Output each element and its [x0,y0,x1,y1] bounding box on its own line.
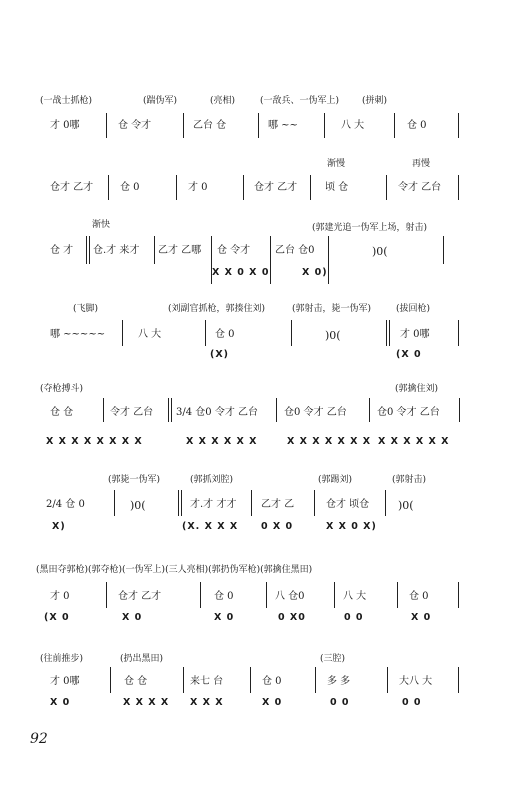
annotation: (郭踢刘) [318,475,353,485]
notation-cell: 才 0 [188,182,208,193]
annotation: 渐快 [92,220,111,230]
notation-cell: 八 大 [138,329,162,340]
annotation: (郭擒住刘) [395,384,439,394]
barline [122,320,123,346]
notation-cell: 仓 令才 [118,120,152,131]
percussion-x: 0 0 [402,697,422,708]
barline [176,175,177,200]
annotation: (拔回枪) [396,304,431,314]
notation-cell: 八 仓0 [275,591,305,602]
notation-cell: 仓 令才 [217,245,251,256]
barline [458,175,459,200]
barline [314,490,315,516]
barline [171,398,172,422]
notation-cell: 仓 仓 [50,407,74,418]
notation-cell: )0( [372,245,388,258]
percussion-x: X 0 [214,612,235,623]
percussion-x: X 0) [302,267,328,278]
notation-cell: )0( [130,499,146,512]
barline [103,398,104,422]
annotation: (黑田夺郭枪)(郭夺枪)(一伪军上)(三人亮相)(郭扔伪军枪)(郭擒住黑田) [36,565,313,575]
notation-cell: )0( [325,329,341,342]
annotation: 再慢 [412,159,431,169]
barline [458,320,459,346]
barline [250,667,251,693]
notation-cell: 来七 台 [190,676,224,687]
percussion-x: X X X X X X [186,436,258,447]
barline [328,236,329,284]
notation-cell: 仓 0 [407,120,427,131]
percussion-x: 0 X0 [278,612,306,623]
notation-cell: 2/4 仓 0 [46,499,85,510]
barline [389,320,390,346]
barline [385,490,386,516]
notation-cell: 仓0 令才 乙台 [284,407,347,418]
barline [397,582,398,608]
notation-cell: 才 0哪 [50,120,80,131]
barline [387,667,388,693]
barline [443,236,444,264]
notation-cell: 令才 乙台 [110,407,154,418]
barline [270,236,271,284]
notation-cell: 八 大 [341,120,365,131]
notation-cell: 才 0哪 [400,329,430,340]
barline [394,113,395,138]
notation-cell: 乙台 仓0 [275,245,315,256]
annotation: (郭射击) [392,475,427,485]
notation-cell: 多 多 [327,676,351,687]
percussion-x: X X X X X X X [287,436,372,447]
percussion-x: 0 X 0 [261,521,294,532]
annotation: (扔出黑田) [120,654,164,664]
annotation: (亮相) [210,96,236,106]
percussion-x: X 0 [50,697,71,708]
barline [324,113,325,138]
percussion-x: (X. X X X [182,521,239,532]
notation-cell: 哪 ~~ [268,120,298,131]
notation-cell: 才 0哪 [50,676,80,687]
percussion-x: X 0 [411,612,432,623]
percussion-x: X X X X X X X X [46,436,143,447]
annotation: (踹伪军) [143,96,178,106]
percussion-x: X 0 [262,697,283,708]
barline [266,582,267,608]
annotation: (一战士抓枪) [40,96,93,106]
barline [154,236,155,264]
barline [243,175,244,200]
notation-cell: 仓 0 [215,329,235,340]
notation-cell: 大八 大 [399,676,433,687]
notation-cell: 仓才 乙才 [118,591,162,602]
percussion-x: X) [52,521,66,532]
annotation: (郭建光追一伪军上场，射击) [312,223,428,233]
notation-cell: 仓 0 [409,591,429,602]
notation-cell: 仓0 令才 乙台 [377,407,440,418]
annotation: (拼刺) [362,96,388,106]
barline [291,320,292,346]
notation-cell: 仓.才 来才 [93,245,140,256]
notation-cell: 仓 0 [214,591,234,602]
page-number: 92 [30,731,48,747]
notation-cell: 乙台 仓 [193,120,227,131]
percussion-x: 0 0 [344,612,364,623]
notation-cell: )0( [398,499,414,512]
barline [458,113,459,138]
barline [334,582,335,608]
barline [458,582,459,608]
annotation: (刘副官抓枪，郭揍住刘) [168,304,266,314]
annotation: (夺枪搏斗) [40,384,84,394]
annotation: (一敌兵、一伪军上) [260,96,340,106]
barline [315,667,316,693]
notation-cell: 乙才 乙 [261,499,295,510]
barline [200,582,201,608]
notation-cell: 令才 乙台 [398,182,442,193]
percussion-x: X X 0 X) [326,521,377,532]
percussion-x: (X 0 [396,349,422,360]
barline [168,398,169,422]
barline [369,398,370,422]
percussion-x: (X 0 [44,612,70,623]
notation-cell: 仓 0 [262,676,282,687]
barline [178,490,179,516]
barline [458,667,459,693]
barline [258,113,259,138]
annotation: (飞脚) [73,304,99,314]
barline [181,490,182,516]
notation-cell: 仓才 顷仓 [326,499,370,510]
percussion-x: X X X X X X [378,436,450,447]
percussion-x: X X X X [123,697,170,708]
barline [108,175,109,200]
barline [183,113,184,138]
barline [459,398,460,422]
barline [205,320,206,346]
barline [110,667,111,693]
barline [251,490,252,516]
barline [106,582,107,608]
percussion-x: X 0 [122,612,143,623]
notation-cell: 才 0 [50,591,70,602]
percussion-x: X X 0 X 0 [212,267,270,278]
notation-cell: 仓 才 [50,245,74,256]
annotation: 渐慢 [327,159,346,169]
percussion-x: (X) [210,349,230,360]
notation-cell: 顷 仓 [325,182,349,193]
notation-cell: 乙才 乙哪 [158,245,202,256]
annotation: (郭抓刘腔) [190,475,234,485]
barline [310,175,311,200]
notation-cell: 仓 仓 [124,676,148,687]
notation-cell: 仓才 乙才 [254,182,298,193]
notation-cell: 哪 ~~~~~ [50,329,106,340]
notation-cell: 才.才 才才 [190,499,237,510]
barline [106,113,107,138]
annotation: (郭毙一伪军) [108,475,161,485]
barline [276,398,277,422]
percussion-x: X X X [190,697,224,708]
notation-cell: 仓才 乙才 [50,182,94,193]
barline [183,667,184,693]
notation-cell: 八 大 [343,591,367,602]
annotation: (三腔) [320,654,346,664]
notation-cell: 3/4 仓0 令才 乙台 [176,407,258,418]
barline [386,320,387,346]
barline [386,175,387,200]
annotation: (往前推步) [40,654,84,664]
notation-cell: 仓 0 [120,182,140,193]
barline [89,236,90,264]
percussion-x: 0 0 [330,697,350,708]
barline [86,236,87,264]
annotation: (郭射击，毙一伪军) [292,304,372,314]
barline [114,490,115,516]
